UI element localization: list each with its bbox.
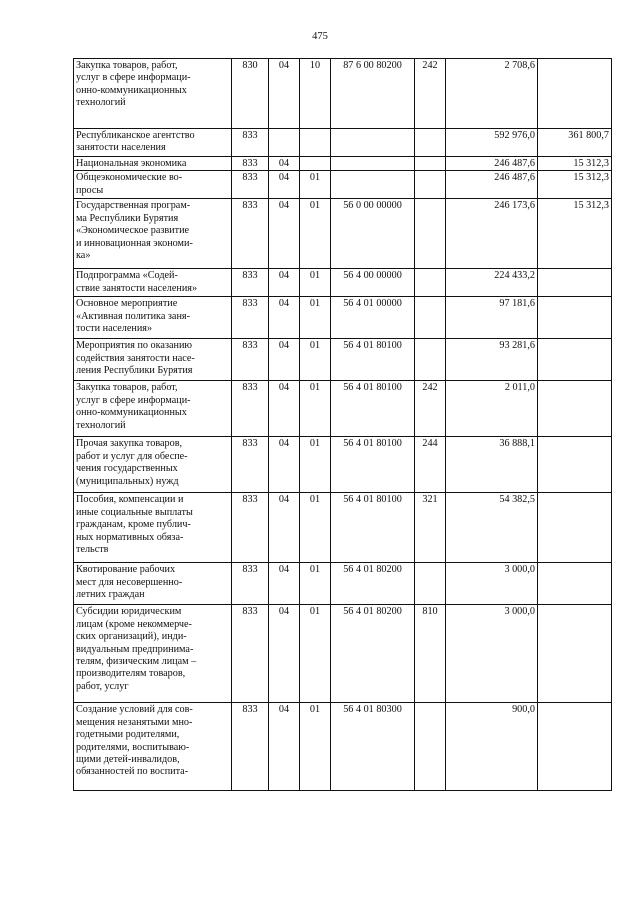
target-article-code: 56 0 00 00000 xyxy=(331,199,415,269)
section-code: 04 xyxy=(269,59,300,129)
target-article-code: 56 4 01 80200 xyxy=(331,605,415,703)
expense-type-code xyxy=(415,171,446,199)
subsection-code: 01 xyxy=(300,563,331,605)
amount-total: 592 976,0 xyxy=(446,129,538,157)
table-row xyxy=(74,339,612,381)
table-row xyxy=(74,605,612,703)
row-name: Квотирование рабочих мест для несовершенно- летних граждан xyxy=(74,563,232,605)
table-row xyxy=(74,563,612,605)
section-code: 04 xyxy=(269,171,300,199)
subsection-code: 10 xyxy=(300,59,331,129)
ministry-code: 833 xyxy=(232,381,269,437)
section-code: 04 xyxy=(269,339,300,381)
subsection-code: 01 xyxy=(300,199,331,269)
row-name: Республиканское агентство занятости населения xyxy=(74,129,232,157)
ministry-code: 833 xyxy=(232,605,269,703)
amount-federal xyxy=(538,339,612,381)
ministry-code: 833 xyxy=(232,703,269,791)
row-name: Общеэкономические во- просы xyxy=(74,171,232,199)
amount-federal xyxy=(538,381,612,437)
amount-total: 3 000,0 xyxy=(446,563,538,605)
amount-federal xyxy=(538,605,612,703)
target-article-code: 56 4 01 80100 xyxy=(331,381,415,437)
target-article-code: 56 4 01 80100 xyxy=(331,493,415,563)
subsection-code: 01 xyxy=(300,297,331,339)
amount-total: 97 181,6 xyxy=(446,297,538,339)
target-article-code: 56 4 01 00000 xyxy=(331,297,415,339)
amount-total: 54 382,5 xyxy=(446,493,538,563)
table-row xyxy=(74,129,612,157)
amount-total: 246 173,6 xyxy=(446,199,538,269)
amount-federal xyxy=(538,493,612,563)
amount-federal xyxy=(538,269,612,297)
amount-federal xyxy=(538,59,612,129)
ministry-code: 833 xyxy=(232,171,269,199)
amount-federal: 361 800,7 xyxy=(538,129,612,157)
target-article-code: 56 4 01 80200 xyxy=(331,563,415,605)
target-article-code: 87 6 00 80200 xyxy=(331,59,415,129)
row-name: Субсидии юридическим лицам (кроме некоммерче- ских организаций), инди- видуальным предпринима- телям, физическим лицам – производителям товаров, работ, услуг xyxy=(74,605,232,703)
table-row xyxy=(74,703,612,791)
ministry-code: 833 xyxy=(232,297,269,339)
ministry-code: 833 xyxy=(232,199,269,269)
table-row xyxy=(74,381,612,437)
ministry-code: 833 xyxy=(232,493,269,563)
row-name: Государственная програм- ма Республики Бурятия «Экономическое развитие и инновационная экономи- ка» xyxy=(74,199,232,269)
table-row xyxy=(74,59,612,129)
row-name: Прочая закупка товаров, работ и услуг для обеспе- чения государственных (муниципальных) нужд xyxy=(74,437,232,493)
amount-total: 36 888,1 xyxy=(446,437,538,493)
row-name: Пособия, компенсации и иные социальные выплаты гражданам, кроме публич- ных нормативных обяза- тельств xyxy=(74,493,232,563)
subsection-code xyxy=(300,157,331,171)
amount-total: 3 000,0 xyxy=(446,605,538,703)
section-code: 04 xyxy=(269,605,300,703)
expense-type-code: 321 xyxy=(415,493,446,563)
target-article-code: 56 4 01 80300 xyxy=(331,703,415,791)
table-row xyxy=(74,171,612,199)
amount-federal: 15 312,3 xyxy=(538,199,612,269)
target-article-code xyxy=(331,171,415,199)
section-code: 04 xyxy=(269,703,300,791)
row-name: Создание условий для сов- мещения незанятыми мно- годетными родителями, родителями, воспитываю- щими детей-инвалидов, обязанностей по воспита- xyxy=(74,703,232,791)
row-name: Мероприятия по оказанию содействия занятости насе- ления Республики Бурятия xyxy=(74,339,232,381)
section-code: 04 xyxy=(269,493,300,563)
table-row xyxy=(74,437,612,493)
budget-table xyxy=(73,58,612,791)
ministry-code: 833 xyxy=(232,437,269,493)
subsection-code: 01 xyxy=(300,493,331,563)
target-article-code: 56 4 01 80100 xyxy=(331,437,415,493)
expense-type-code xyxy=(415,269,446,297)
subsection-code: 01 xyxy=(300,269,331,297)
amount-total: 900,0 xyxy=(446,703,538,791)
row-name: Основное мероприятие «Активная политика заня- тости населения» xyxy=(74,297,232,339)
section-code: 04 xyxy=(269,199,300,269)
subsection-code: 01 xyxy=(300,703,331,791)
section-code: 04 xyxy=(269,269,300,297)
ministry-code: 830 xyxy=(232,59,269,129)
amount-total: 2 011,0 xyxy=(446,381,538,437)
table-row xyxy=(74,199,612,269)
row-name: Закупка товаров, работ, услуг в сфере информаци- онно-коммуникационных технологий xyxy=(74,59,232,129)
subsection-code: 01 xyxy=(300,171,331,199)
target-article-code xyxy=(331,129,415,157)
subsection-code: 01 xyxy=(300,437,331,493)
section-code: 04 xyxy=(269,437,300,493)
expense-type-code: 810 xyxy=(415,605,446,703)
amount-total: 93 281,6 xyxy=(446,339,538,381)
subsection-code: 01 xyxy=(300,605,331,703)
expense-type-code: 244 xyxy=(415,437,446,493)
subsection-code: 01 xyxy=(300,381,331,437)
expense-type-code xyxy=(415,157,446,171)
amount-federal xyxy=(538,563,612,605)
ministry-code: 833 xyxy=(232,339,269,381)
amount-federal: 15 312,3 xyxy=(538,171,612,199)
row-name: Подпрограмма «Содей- ствие занятости населения» xyxy=(74,269,232,297)
page-number: 475 xyxy=(312,31,328,42)
expense-type-code: 242 xyxy=(415,381,446,437)
amount-federal: 15 312,3 xyxy=(538,157,612,171)
expense-type-code: 242 xyxy=(415,59,446,129)
section-code: 04 xyxy=(269,297,300,339)
ministry-code: 833 xyxy=(232,129,269,157)
subsection-code: 01 xyxy=(300,339,331,381)
amount-total: 224 433,2 xyxy=(446,269,538,297)
subsection-code xyxy=(300,129,331,157)
table-row xyxy=(74,157,612,171)
section-code: 04 xyxy=(269,563,300,605)
expense-type-code xyxy=(415,199,446,269)
target-article-code: 56 4 01 80100 xyxy=(331,339,415,381)
amount-federal xyxy=(538,703,612,791)
expense-type-code xyxy=(415,129,446,157)
expense-type-code xyxy=(415,297,446,339)
expense-type-code xyxy=(415,339,446,381)
table-row xyxy=(74,297,612,339)
row-name: Национальная экономика xyxy=(74,157,232,171)
ministry-code: 833 xyxy=(232,563,269,605)
expense-type-code xyxy=(415,563,446,605)
amount-total: 246 487,6 xyxy=(446,171,538,199)
target-article-code: 56 4 00 00000 xyxy=(331,269,415,297)
amount-total: 2 708,6 xyxy=(446,59,538,129)
section-code: 04 xyxy=(269,157,300,171)
target-article-code xyxy=(331,157,415,171)
section-code: 04 xyxy=(269,381,300,437)
ministry-code: 833 xyxy=(232,269,269,297)
table-row xyxy=(74,269,612,297)
row-name: Закупка товаров, работ, услуг в сфере информаци- онно-коммуникационных технологий xyxy=(74,381,232,437)
expense-type-code xyxy=(415,703,446,791)
amount-total: 246 487,6 xyxy=(446,157,538,171)
amount-federal xyxy=(538,437,612,493)
amount-federal xyxy=(538,297,612,339)
section-code xyxy=(269,129,300,157)
ministry-code: 833 xyxy=(232,157,269,171)
table-row xyxy=(74,493,612,563)
